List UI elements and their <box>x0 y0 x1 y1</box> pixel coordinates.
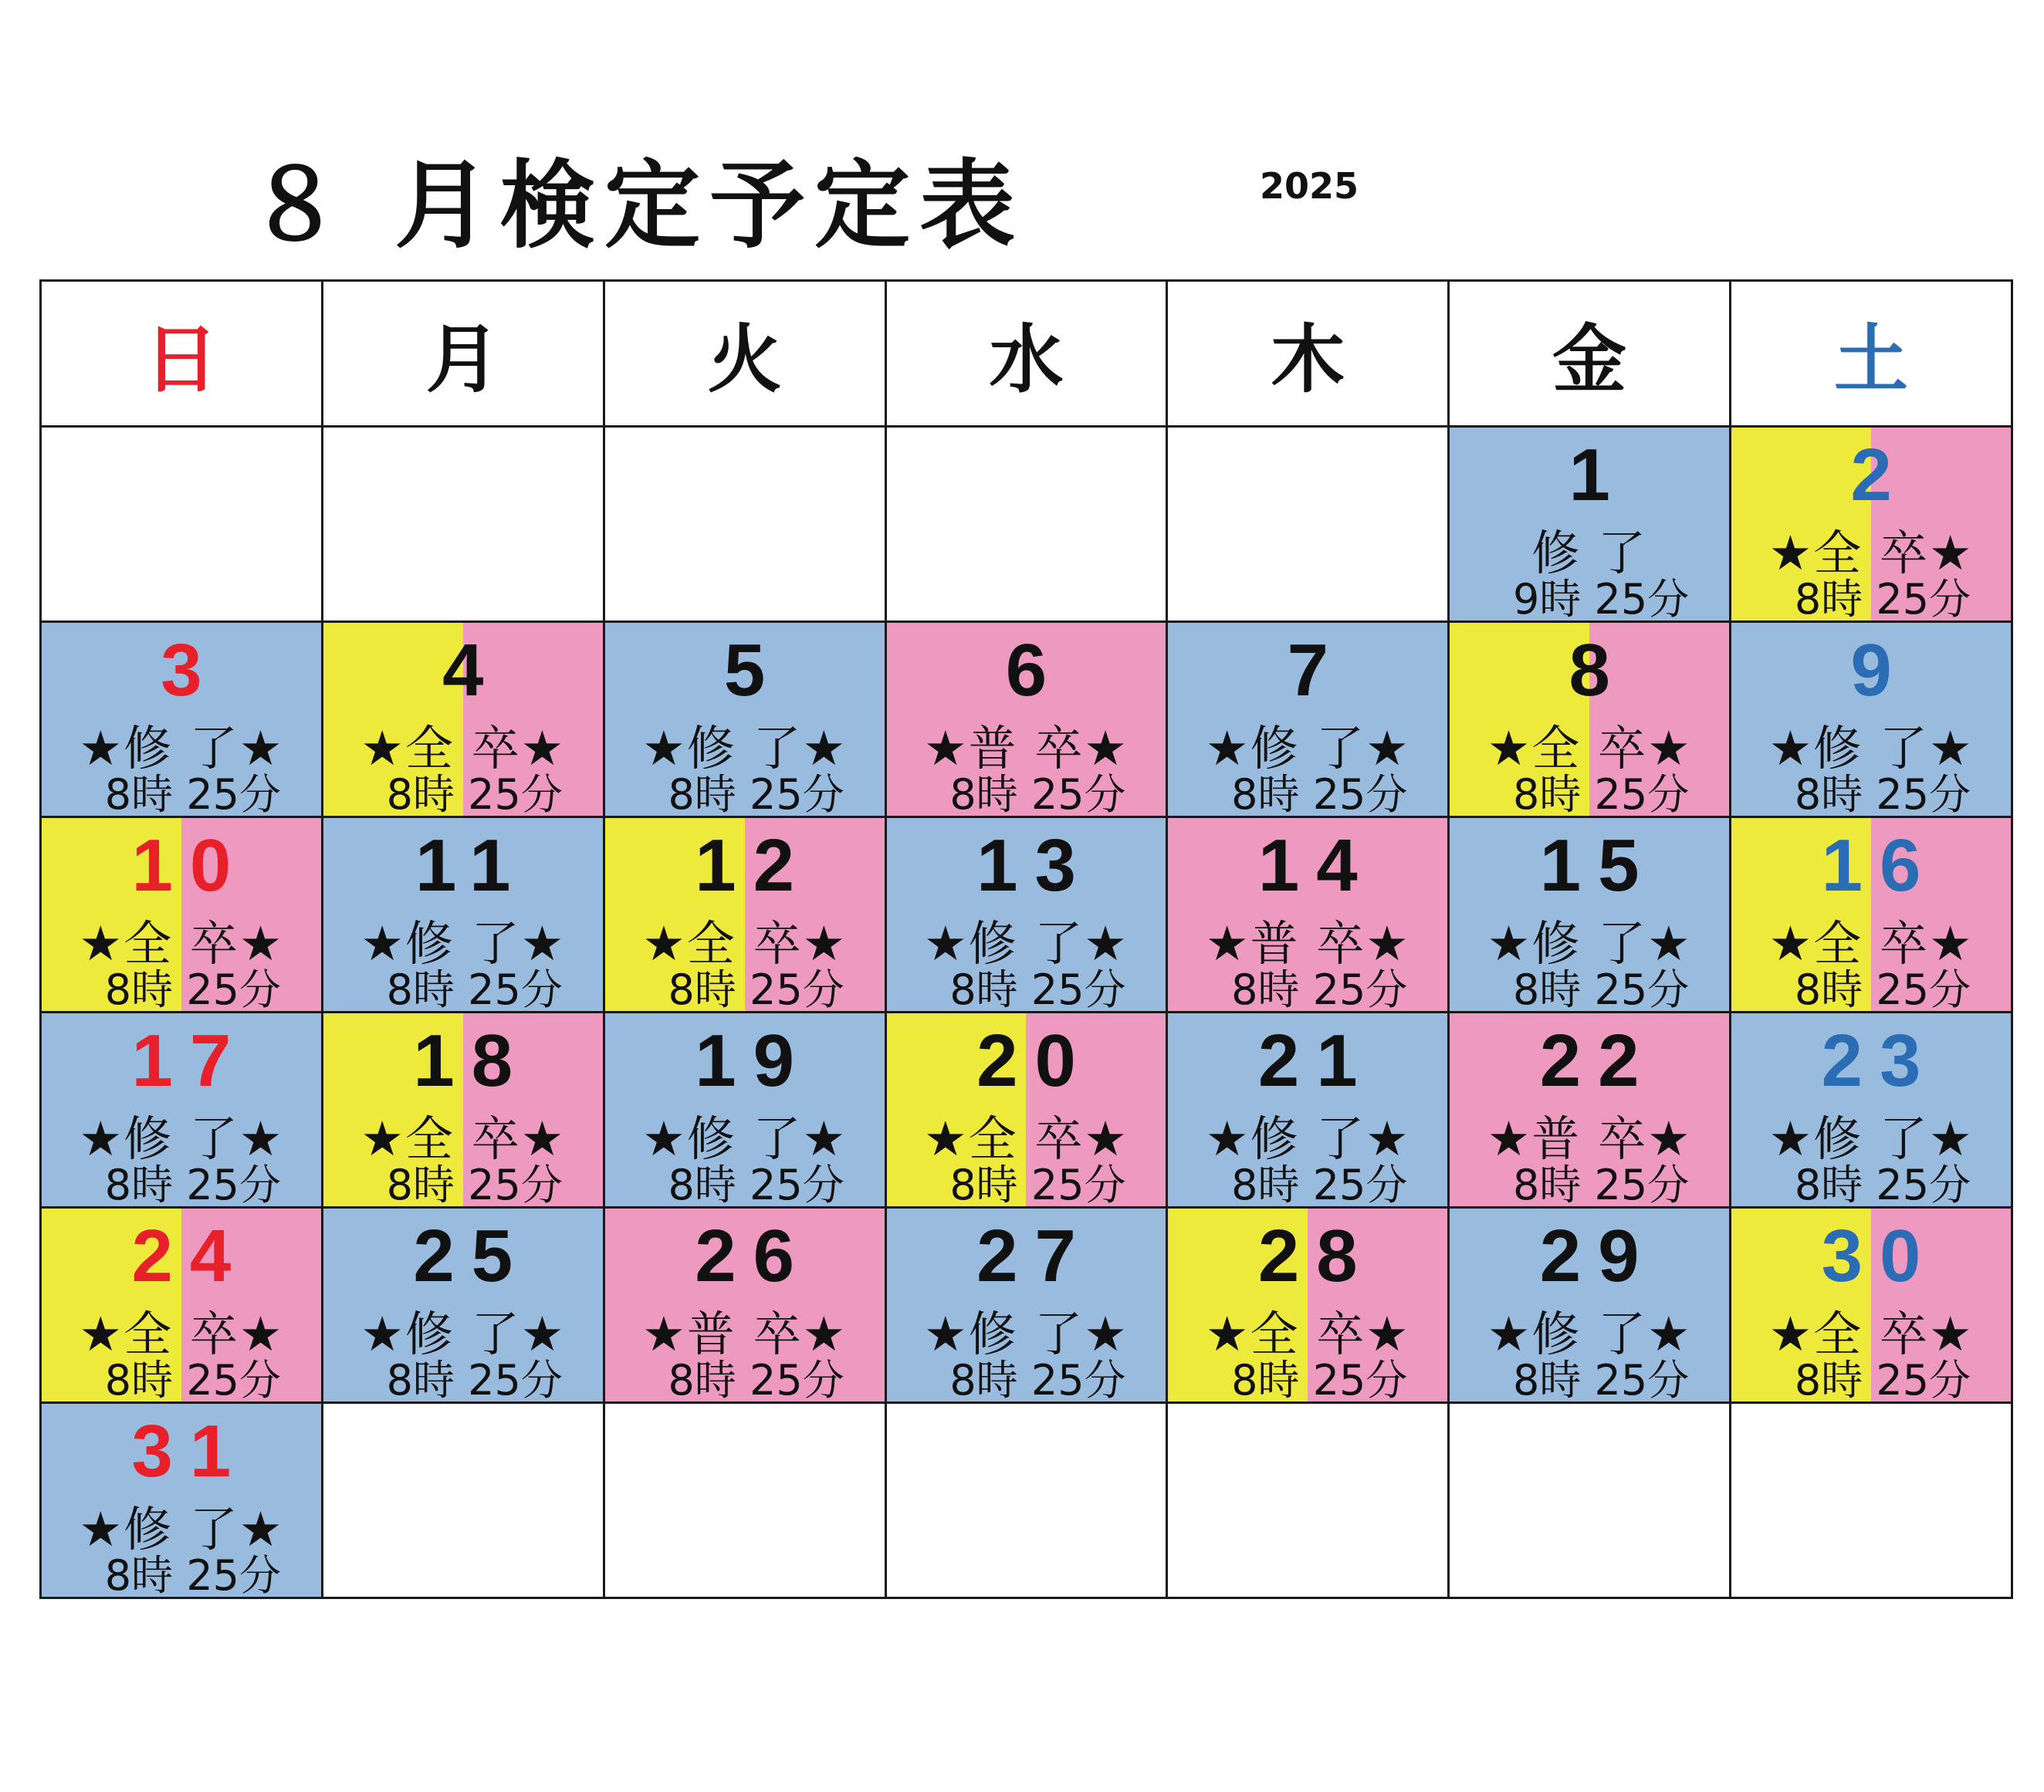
day-number: 29 <box>1539 1215 1657 1297</box>
weekday-header-row <box>41 281 2012 427</box>
day-cell <box>885 622 1167 817</box>
empty-day-cell <box>322 1403 604 1598</box>
day-number: 21 <box>1257 1019 1375 1102</box>
day-cell <box>604 622 885 817</box>
empty-day-cell <box>1731 1403 2012 1598</box>
week-row <box>41 817 2012 1013</box>
day-cell <box>885 817 1167 1013</box>
day-number: 22 <box>1539 1019 1657 1102</box>
exam-time-label: 9時 25分 <box>1513 575 1690 622</box>
exam-type-label: ★修 了★ <box>1205 720 1410 776</box>
exam-type-label: ★普 卒★ <box>1487 1111 1692 1167</box>
day-cell <box>1167 1208 1449 1403</box>
empty-day-cell <box>1449 1403 1731 1598</box>
exam-type-label: ★修 了★ <box>79 720 284 776</box>
day-number: 28 <box>1257 1215 1375 1297</box>
day-number: 25 <box>413 1215 530 1297</box>
day-cell <box>1731 1208 2012 1403</box>
exam-time-label: 8時 25分 <box>386 1356 563 1403</box>
week-row <box>41 1208 2012 1403</box>
day-number: 3 <box>161 629 219 712</box>
day-cell <box>322 1208 604 1403</box>
exam-type-label: ★全 卒★ <box>1205 1306 1410 1362</box>
exam-time-label: 8時 25分 <box>104 965 282 1013</box>
day-number: 6 <box>1005 629 1064 712</box>
day-number: 14 <box>1257 824 1375 907</box>
exam-time-label: 8時 25分 <box>1794 575 1971 622</box>
exam-type-label: ★修 了★ <box>360 1306 566 1362</box>
exam-time-label: 8時 25分 <box>949 1356 1126 1403</box>
exam-type-label: ★修 了★ <box>1487 1306 1692 1362</box>
empty-day-cell <box>885 1403 1167 1598</box>
day-cell <box>885 1208 1167 1403</box>
exam-type-label: ★全 卒★ <box>1768 1306 1974 1362</box>
exam-type-label: ★修 了★ <box>1768 1111 1974 1167</box>
exam-type-label: ★普 卒★ <box>924 720 1129 776</box>
day-cell <box>41 817 323 1013</box>
exam-time-label: 8時 25分 <box>1513 770 1690 817</box>
empty-day-cell <box>604 1403 885 1598</box>
exam-time-label: 8時 25分 <box>668 1161 844 1208</box>
exam-type-label: ★全 卒★ <box>642 915 848 972</box>
exam-type-label: ★全 卒★ <box>79 1306 284 1362</box>
exam-type-label: ★修 了★ <box>1487 915 1692 972</box>
day-cell <box>1449 427 1731 622</box>
exam-time-label: 8時 25分 <box>104 1161 282 1208</box>
day-number: 16 <box>1821 824 1938 907</box>
exam-type-label: 修 了 <box>1531 525 1647 581</box>
day-cell <box>604 817 885 1013</box>
exam-time-label: 8時 25分 <box>104 1356 282 1403</box>
day-cell <box>1449 817 1731 1013</box>
exam-time-label: 8時 25分 <box>668 965 844 1013</box>
day-cell <box>41 1208 323 1403</box>
day-cell <box>1167 817 1449 1013</box>
exam-time-label: 8時 25分 <box>668 770 844 817</box>
day-cell <box>1731 427 2012 622</box>
week-row <box>41 1403 2012 1598</box>
day-number: 5 <box>723 629 783 712</box>
exam-time-label: 8時 25分 <box>386 1161 563 1208</box>
day-cell <box>41 1403 323 1598</box>
exam-type-label: ★修 了★ <box>924 915 1129 972</box>
empty-day-cell <box>1167 1403 1449 1598</box>
exam-type-label: ★全 卒★ <box>1768 915 1974 972</box>
exam-time-label: 8時 25分 <box>386 770 563 817</box>
day-cell <box>604 1208 885 1403</box>
empty-day-cell <box>41 427 323 622</box>
week-row <box>41 427 2012 622</box>
exam-time-label: 8時 25分 <box>1794 770 1971 817</box>
day-number: 17 <box>131 1019 249 1102</box>
exam-type-label: ★修 了★ <box>1205 1111 1410 1167</box>
day-cell <box>41 622 323 817</box>
day-number: 27 <box>976 1215 1093 1297</box>
empty-day-cell <box>322 427 604 622</box>
day-number: 24 <box>131 1215 249 1297</box>
page-title: ８ 月検定予定表 <box>247 150 1025 262</box>
exam-time-label: 8時 25分 <box>1231 770 1408 817</box>
day-number: 20 <box>976 1019 1093 1102</box>
exam-time-label: 8時 25分 <box>949 965 1126 1013</box>
day-cell <box>322 1013 604 1208</box>
day-number: 9 <box>1850 629 1909 712</box>
exam-time-label: 8時 25分 <box>1794 965 1971 1013</box>
exam-type-label: ★全 卒★ <box>1768 525 1974 581</box>
day-number: 13 <box>976 824 1093 907</box>
day-number: 8 <box>1569 629 1627 712</box>
exam-type-label: ★修 了★ <box>79 1111 284 1167</box>
weekday-tue: 火 <box>604 281 885 427</box>
day-cell <box>1449 1208 1731 1403</box>
exam-time-label: 8時 25分 <box>1794 1161 1971 1208</box>
day-number: 19 <box>695 1019 811 1102</box>
weekday-wed: 水 <box>885 281 1167 427</box>
day-number: 31 <box>131 1410 249 1493</box>
exam-time-label: 8時 25分 <box>386 965 563 1013</box>
day-number: 30 <box>1821 1215 1938 1297</box>
exam-time-label: 8時 25分 <box>1231 1356 1408 1403</box>
day-cell <box>41 1013 323 1208</box>
day-cell <box>885 1013 1167 1208</box>
exam-type-label: ★修 了★ <box>79 1501 284 1557</box>
calendar-body <box>41 427 2012 1598</box>
weekday-sat: 土 <box>1731 281 2012 427</box>
exam-time-label: 8時 25分 <box>1794 1356 1971 1403</box>
exam-time-label: 8時 25分 <box>668 1356 844 1403</box>
day-number: 7 <box>1287 629 1345 712</box>
day-cell <box>1167 1013 1449 1208</box>
day-cell <box>1731 622 2012 817</box>
exam-time-label: 8時 25分 <box>1513 1356 1690 1403</box>
exam-time-label: 8時 25分 <box>104 1551 282 1598</box>
exam-time-label: 8時 25分 <box>1513 1161 1690 1208</box>
day-cell <box>1167 622 1449 817</box>
day-number: 12 <box>695 824 811 907</box>
week-row <box>41 622 2012 817</box>
exam-type-label: ★全 卒★ <box>360 720 566 776</box>
exam-type-label: ★全 卒★ <box>924 1111 1129 1167</box>
year-label: 2025 <box>1260 165 1359 207</box>
day-number: 18 <box>413 1019 530 1102</box>
calendar-grid <box>39 279 2013 1599</box>
exam-time-label: 8時 25分 <box>1513 965 1690 1013</box>
day-number: 26 <box>695 1215 811 1297</box>
weekday-mon: 月 <box>322 281 604 427</box>
exam-type-label: ★修 了★ <box>642 720 848 776</box>
day-cell <box>322 622 604 817</box>
day-cell <box>604 1013 885 1208</box>
exam-type-label: ★全 卒★ <box>79 915 284 972</box>
day-number: 15 <box>1539 824 1657 907</box>
day-cell <box>1449 622 1731 817</box>
exam-type-label: ★全 卒★ <box>1487 720 1692 776</box>
exam-type-label: ★修 了★ <box>642 1111 848 1167</box>
day-cell <box>1731 1013 2012 1208</box>
day-number: 10 <box>131 824 249 907</box>
day-number: 23 <box>1821 1019 1938 1102</box>
day-number: 4 <box>442 629 501 712</box>
day-number: 2 <box>1850 434 1909 516</box>
exam-time-label: 8時 25分 <box>104 770 282 817</box>
exam-time-label: 8時 25分 <box>949 770 1126 817</box>
empty-day-cell <box>1167 427 1449 622</box>
empty-day-cell <box>604 427 885 622</box>
day-number: 11 <box>415 824 528 907</box>
day-cell <box>1731 817 2012 1013</box>
empty-day-cell <box>885 427 1167 622</box>
weekday-sun: 日 <box>41 281 323 427</box>
exam-type-label: ★普 卒★ <box>642 1306 848 1362</box>
exam-type-label: ★修 了★ <box>1768 720 1974 776</box>
exam-type-label: ★普 卒★ <box>1205 915 1410 972</box>
day-cell <box>1449 1013 1731 1208</box>
weekday-thu: 木 <box>1167 281 1449 427</box>
exam-type-label: ★全 卒★ <box>360 1111 566 1167</box>
day-cell <box>322 817 604 1013</box>
day-number: 1 <box>1569 434 1627 516</box>
exam-time-label: 8時 25分 <box>1231 965 1408 1013</box>
exam-time-label: 8時 25分 <box>949 1161 1126 1208</box>
exam-type-label: ★修 了★ <box>360 915 566 972</box>
exam-type-label: ★修 了★ <box>924 1306 1129 1362</box>
exam-time-label: 8時 25分 <box>1231 1161 1408 1208</box>
weekday-fri: 金 <box>1449 281 1731 427</box>
week-row <box>41 1013 2012 1208</box>
